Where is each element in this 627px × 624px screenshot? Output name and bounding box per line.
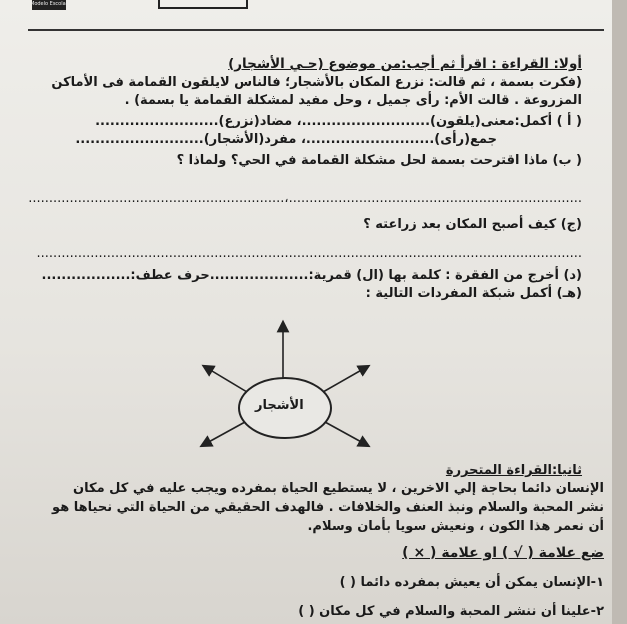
- web-arrow-up-right: [323, 368, 365, 392]
- header-box: [158, 0, 248, 9]
- question-b-answer-line: .......................................................................،..............................................................: [28, 191, 582, 206]
- question-c: (ج) كيف أصبح المكان بعد زراعته ؟: [363, 217, 582, 232]
- question-e: (هـ) أكمل شبكة المفردات التالية :: [365, 286, 582, 301]
- web-arrow-down-left: [205, 422, 245, 444]
- vocabulary-web-diagram: [195, 318, 375, 458]
- part2-line-2: نشر المحبة والسلام ونبذ العنف والخلافات . فالهدف الحقيقي من الحياة التي نحياها هو: [52, 500, 604, 515]
- web-arrow-down-right: [325, 422, 365, 444]
- web-center-label: الأشجار: [255, 398, 304, 413]
- question-a-line-2: جمع(رأى)..........................، مفرد(الأشجار)..........................: [75, 132, 497, 147]
- part2-line-1: الإنسان دائما بحاجة إلي الاخرين ، لا يستطيع الحياة بمفرده ويجب عليه في كل مكان: [73, 481, 604, 496]
- part2-line-3: أن نعمر هذا الكون ، ونعيش سويا بأمان وسلام.: [307, 519, 604, 534]
- header-rule: [28, 29, 604, 31]
- passage-line-2: المزروعة . قالت الأم: رأى جميل ، وحل مفيد لمشكلة القمامة يا بسمة) .: [124, 93, 582, 108]
- question-c-answer-line: ....................................................................................................................................: [36, 246, 582, 261]
- question-b: ( ب) ماذا اقترحت بسمة لحل مشكلة القمامة في الحي؟ ولماذا ؟: [176, 153, 582, 168]
- logo-caption: Modelo Escolar: [30, 1, 68, 7]
- true-false-item-1: ١-الإنسان يمكن أن يعيش بمفرده دائما ( ): [339, 575, 604, 590]
- part2-instruction: ضع علامة ( √ ) او علامة ( × ): [402, 545, 604, 561]
- question-a-line-1: ( أ ) أكمل:معنى(يلقون)..........................، مضاد(نزرع).........................: [95, 114, 582, 129]
- web-arrow-up-left: [207, 368, 247, 392]
- part1-heading: أولا: القراءة : اقرأ ثم أجب:من موضوع (حـي الأشجار): [228, 56, 582, 72]
- passage-line-1: (فكرت بسمة ، ثم قالت: نزرع المكان بالأشجار؛ فالناس لايلقون القمامة فى الأماكن: [51, 75, 582, 90]
- page-edge-shadow: [612, 0, 627, 624]
- true-false-item-2: ٢-علينا أن ننشر المحبة والسلام في كل مكان ( ): [298, 604, 604, 619]
- question-d: (د) أخرج من الفقرة : كلمة بها (ال) قمرية:....................حرف عطف:..................: [41, 268, 582, 283]
- part2-heading: ثانيا:القراءة المتحررة: [445, 463, 582, 478]
